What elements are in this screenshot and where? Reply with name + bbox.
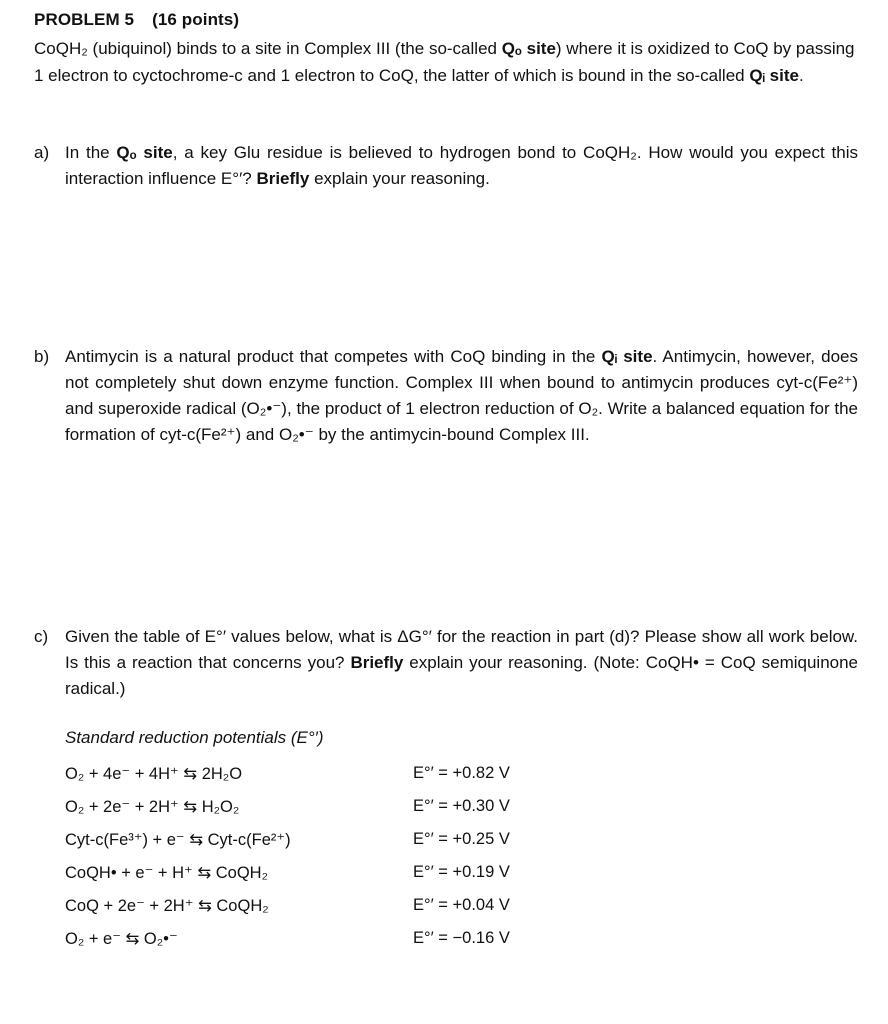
question-a-briefly: Briefly [256, 169, 310, 188]
potential-row [65, 764, 535, 788]
potential-row [65, 929, 535, 953]
reduction-potential: E°′ = +0.19 V [413, 863, 510, 881]
half-reaction: O₂ + e⁻ ⇆ O₂•⁻ [65, 930, 178, 948]
intro-qo-site: Qₒ site [501, 39, 556, 58]
intro-text-2: ) where it is oxidized to CoQ by passing 1 electron to cyctochrome-c and 1 electron to CoQ, the latter of which is bound in the so-called [34, 39, 855, 85]
half-reaction: CoQ + 2e⁻ + 2H⁺ ⇆ CoQH₂ [65, 897, 269, 915]
reduction-potential: E°′ = −0.16 V [413, 929, 510, 947]
question-c [34, 624, 858, 702]
half-reaction: O₂ + 2e⁻ + 2H⁺ ⇆ H₂O₂ [65, 798, 240, 816]
potential-row [65, 863, 535, 887]
question-c-text-2: explain your reasoning. (Note: CoQH• = CoQ semiquinone radical.) [65, 653, 859, 698]
reduction-potential: E°′ = +0.30 V [413, 797, 510, 815]
problem-intro [34, 36, 858, 89]
question-b-label: b) [34, 347, 50, 366]
question-c-text [65, 624, 858, 702]
question-b [34, 344, 858, 448]
problem-heading [34, 10, 239, 30]
potentials-table-title: Standard reduction potentials (E°′) [65, 728, 324, 747]
question-a-qo-site: Qₒ site [116, 143, 173, 162]
question-b-qi-site: Qᵢ site [601, 347, 653, 366]
intro-qi-site: Qᵢ site [749, 65, 799, 85]
problem-points: (16 points) [152, 10, 240, 29]
reduction-potential: E°′ = +0.04 V [413, 896, 510, 914]
reduction-potential: E°′ = +0.82 V [413, 764, 510, 782]
question-c-text-1: Given the table of E°′ values below, what is ΔG°′ for the reaction in part (d)? Please show all work below. Is this a reaction that concerns you? [65, 627, 858, 672]
potential-row [65, 896, 535, 920]
question-a-text-2: , a key Glu residue is believed to hydrogen bond to CoQH₂. How would you expect this interaction influence E°′? [65, 143, 858, 188]
question-a [34, 140, 858, 192]
half-reaction: Cyt-c(Fe³⁺) + e⁻ ⇆ Cyt-c(Fe²⁺) [65, 831, 291, 849]
half-reaction: CoQH• + e⁻ + H⁺ ⇆ CoQH₂ [65, 864, 268, 882]
potential-row [65, 830, 535, 854]
problem-title: PROBLEM 5 [34, 10, 135, 29]
reduction-potential: E°′ = +0.25 V [413, 830, 510, 848]
question-a-text [65, 140, 858, 192]
question-c-briefly: Briefly [350, 653, 404, 672]
question-c-label: c) [34, 627, 49, 646]
question-b-text-2: . Antimycin, however, does not completely shut down enzyme function. Complex III when bound to antimycin produces cyt-c(Fe²⁺) and superoxide radical (O₂•⁻), the product of 1 electron reduction of O₂. Write a balanced equation for the formation of cyt-c(Fe²⁺) and O₂•⁻ by the antimycin-bound Complex III. [65, 347, 858, 444]
intro-text-1: CoQH₂ (ubiquinol) binds to a site in Complex III (the so-called [34, 39, 502, 58]
half-reaction: O₂ + 4e⁻ + 4H⁺ ⇆ 2H₂O [65, 765, 243, 783]
question-b-text-1: Antimycin is a natural product that competes with CoQ binding in the [65, 347, 602, 366]
question-b-text [65, 344, 858, 448]
question-a-text-3: explain your reasoning. [309, 169, 490, 188]
question-a-text-1: In the [65, 143, 117, 162]
potential-row [65, 797, 535, 821]
question-a-label: a) [34, 143, 50, 162]
intro-text-3: . [798, 65, 804, 85]
